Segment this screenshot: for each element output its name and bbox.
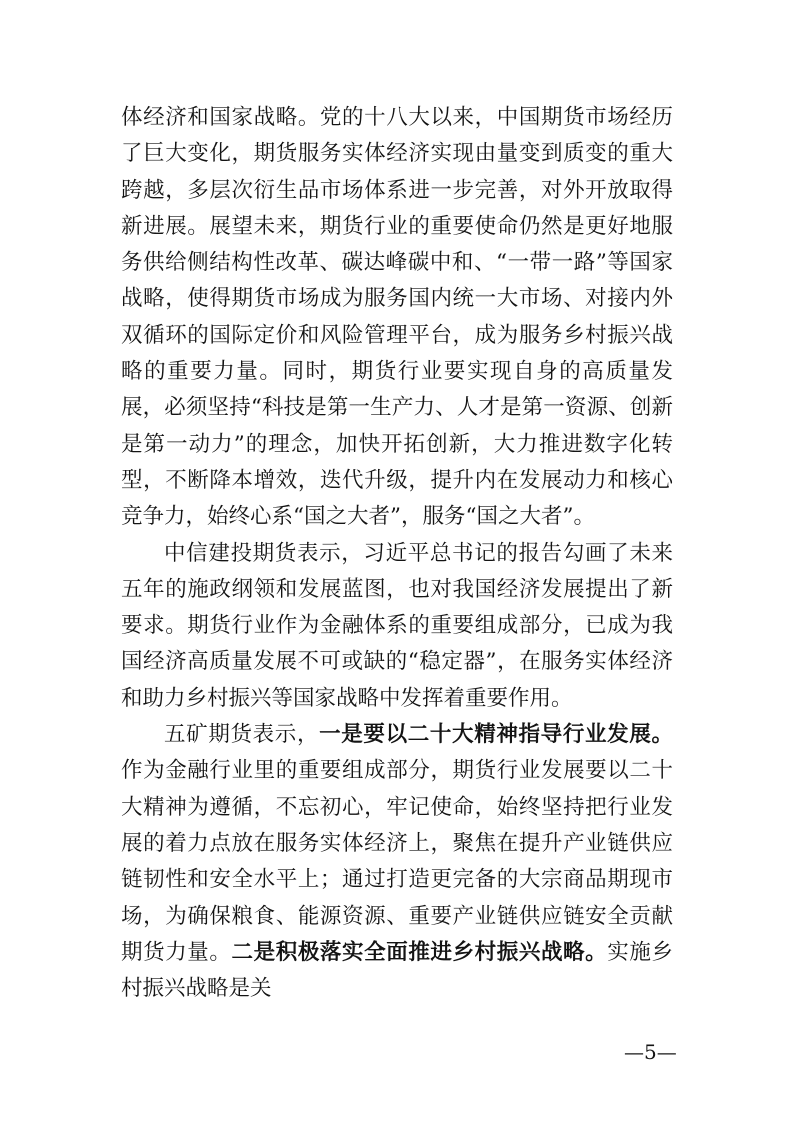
paragraph-1-text: 体经济和国家战略。党的十八大以来，中国期货市场经历了巨大变化，期货服务实体经济实现由量变到质变的重大跨越，多层次衍生品市场体系进一步完善，对外开放取得新进展。展望未来，期货行业的重要使命仍然是更好地服务供给侧结构性改革、碳达峰碳中和、“一带一路”等国家战略，使得期货市场成为服务国内统一大市场、对接内外双循环的国际定价和风险管理平台，成为服务乡村振兴战略的重要力量。同时，期货行业要实现自身的高质量发展，必须坚持“科技是第一生产力、人才是第一资源、创新是第一动力”的理念，加快开拓创新，大力推进数字化转型，不断降本增效，迭代升级，提升内在发展动力和核心竞争力，始终心系“国之大者”，服务“国之大者”。: [121, 105, 673, 530]
paragraph-3-lead: 五矿期货表示，: [164, 722, 320, 748]
point-2-text: 实施乡村振兴战略是关: [121, 939, 673, 1002]
paragraph-1: [121, 100, 673, 536]
paragraph-3: [121, 717, 673, 1007]
page-number: —5—: [624, 1040, 677, 1064]
point-2-title: 二是积极落实全面推进乡村振兴战略。: [231, 939, 608, 965]
point-1-title: 一是要以二十大精神指导行业发展。: [319, 722, 673, 748]
point-1-text: 作为金融行业里的重要组成部分，期货行业发展要以二十大精神为遵循，不忘初心，牢记使命，始终坚持把行业发展的着力点放在服务实体经济上，聚焦在提升产业链供应链韧性和安全水平上；通过打造更完备的大宗商品期现市场，为确保粮食、能源资源、重要产业链供应链安全贡献期货力量。: [121, 758, 673, 965]
paragraph-2-text: 习近平总书记的报告勾画了未来五年的施政纲领和发展蓝图，也对我国经济发展提出了新要求。期货行业作为金融体系的重要组成部分，已成为我国经济高质量发展不可或缺的“稳定器”，在服务实体经济和助力乡村振兴等国家战略中发挥着重要作用。: [121, 540, 673, 711]
document-page: [121, 100, 673, 1007]
paragraph-2-lead: 中信建投期货表示，: [164, 540, 364, 566]
paragraph-2: [121, 536, 673, 717]
